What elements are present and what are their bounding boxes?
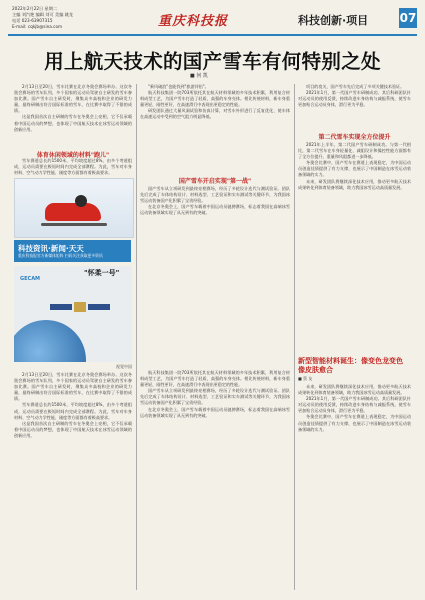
masthead-rule xyxy=(8,34,417,36)
paragraph: 航天科技集团一院703所依托其在航天材料领域的多年技术积累，利用复合材料成型工艺，为国产雪车打造了轻质、高强的车身壳体。相比传统材料，新车身重量更轻，刚性更好，在高速滑行中表现出更稳定的性能。 xyxy=(140,370,290,388)
satellite-body xyxy=(74,302,86,312)
paragraph: 冬奥会比赛中，国产雪车在赛道上表现稳定，为中国运动员创造佳绩提供了有力支撑，也展示了中国制造在冰雪运动装备领域的实力。 xyxy=(298,160,411,178)
bobsled-shape xyxy=(45,203,101,221)
article-column-2c xyxy=(140,370,290,590)
issue-editors: 主编 刘汽艳 编辑 刘可 美编 姚龙 xyxy=(12,12,74,17)
paragraph: 雪车赛道总长约1500米，平均坡度超过8%，由多个弯道组成，运动员需要在极短时间内完成全部赛程。为此，雪车对车身材料、空气动力学性能、刚度等方面都有着极高要求。 xyxy=(14,158,132,176)
paragraph: 未来，研发团队将继续深化技术应用，推动更多航天技术成果转化到体育装备领域，助力我国冰雪运动高质量发展。 xyxy=(298,178,411,190)
paragraph: 2021年1月，第一代国产雪车研制成功。其后科研团队针对运动员的使用反馈，持续改进车身结构与减振系统，使雪车更加贴合运动员身体，滑行更为平稳。 xyxy=(298,396,411,414)
rider-helmet xyxy=(75,195,87,207)
paragraph: 冬奥会比赛中，国产雪车在赛道上表现稳定，为中国运动员创造佳绩提供了有力支撑，也展示了中国制造在冰雪运动装备领域的实力。 xyxy=(298,414,411,432)
paragraph: 国产雪车从立项研发到最终亮相赛场，经历了多轮设计迭代与测试验证。团队先后完成了车体结构设计、材料选型、工艺验证和实车测试等关键环节，为我国冰雪运动装备国产化积累了宝贵经验。 xyxy=(140,186,290,204)
paragraph: 雪车赛道总长约1500米，平均坡度超过8%，由多个弯道组成，运动员需要在极短时间内完成全部赛程。为此，雪车对车身材料、空气动力学性能、刚度等方面都有着极高要求。 xyxy=(14,402,132,420)
second-article-byline: ■ 蔡 友 xyxy=(298,376,313,381)
subheading-2: 国产雪车开启实现"第一战" xyxy=(178,178,252,185)
article-byline: ■ 何 凯 xyxy=(190,73,208,79)
column-divider xyxy=(294,84,295,590)
page-number: 07 xyxy=(399,8,417,28)
article-column-1 xyxy=(14,84,132,148)
newspaper-logo: 重庆科技报 xyxy=(158,14,229,29)
article-column-3 xyxy=(298,84,411,128)
paragraph: "乘风破浪"也能找到"旅游伴侣"。 xyxy=(148,84,209,89)
masthead xyxy=(8,4,417,40)
article-headline: 用上航天技术的国产雪车有何特别之处 xyxy=(44,50,381,73)
paragraph: 在北京冬奥会上，国产雪车载着中国运动员驰骋赛场，标志着我国在高端冰雪运动装备领域实现了从无到有的突破。 xyxy=(140,406,290,418)
paragraph: 未来，研发团队将继续深化技术应用，推动更多航天技术成果转化到体育装备领域，助力我国冰雪运动高质量发展。 xyxy=(298,384,411,396)
paragraph: 项目的攻关，国产雪车先后完成了多项关键技术验证。 xyxy=(306,84,405,89)
promo-banner[interactable] xyxy=(14,240,131,262)
paragraph: 2021年上半年，第二代国产雪车研制成功。与第一代相比，第二代雪车在车身轻量化、减阻设计和操控性能方面都有了全方位提升，重量和风阻都进一步降低。 xyxy=(298,142,411,160)
paragraph: 2月13日至20日，雪车比赛在北京冬奥会赛场举办。这次冬奥会赛场的雪车队列，多个国家的运动员驾驶自主研发的雪车参加比赛。国产雪车自主研发时，聚集众多高校和企业的研发力量，最终研制出符合国际标准的雪车，在比赛中取得了不错的成绩。 xyxy=(14,84,132,114)
article-column-1b xyxy=(14,158,132,178)
issue-date: 2022年2月22日 星期二 xyxy=(12,6,58,11)
solar-panel-left xyxy=(50,304,72,310)
subheading-1: 体育休闲领域的材料"跑儿" xyxy=(36,152,110,159)
promo-title: 科技资讯·新闻·天天 xyxy=(18,244,84,253)
issue-email: E-mail: cqkjb@sina.com xyxy=(12,24,63,29)
paragraph: 这是我国首次自主研制的雪车在冬奥会上亮相，它不仅承载着中国运动员的梦想，也体现了中国航天技术在冰雪运动领域的创新应用。 xyxy=(14,114,132,132)
bobsled-photo xyxy=(14,178,134,238)
illustration-label: GECAM xyxy=(20,276,41,282)
paragraph: 在北京冬奥会上，国产雪车载着中国运动员驰骋赛场，标志着我国在高端冰雪运动装备领域实现了从无到有的突破。 xyxy=(140,204,290,216)
article-column-1c xyxy=(14,372,132,590)
article-column-2b xyxy=(140,186,290,366)
illustration-title: "怀柔一号" xyxy=(84,269,120,277)
paragraph: 2月13日至20日，雪车比赛在北京冬奥会赛场举办。这次冬奥会赛场的雪车队列，多个国家的运动员驾驶自主研发的雪车参加比赛。国产雪车自主研发时，聚集众多高校和企业的研发力量，最终研制出符合国际标准的雪车，在比赛中取得了不错的成绩。 xyxy=(14,372,132,402)
paragraph: 国产雪车从立项研发到最终亮相赛场，经历了多轮设计迭代与测试验证。团队先后完成了车体结构设计、材料选型、工艺验证和实车测试等关键环节，为我国冰雪运动装备国产化积累了宝贵经验。 xyxy=(140,388,290,406)
paragraph: 研发团队通过大量风洞试验和仿真计算，对雪车外形进行了反复优化，使车体在高速运动中受到的空气阻力明显降低。 xyxy=(140,108,290,120)
paragraph: 这是我国首次自主研制的雪车在冬奥会上亮相，它不仅承载着中国运动员的梦想，也体现了中国航天技术在冰雪运动领域的创新应用。 xyxy=(14,420,132,438)
issue-info xyxy=(12,6,132,30)
paragraph: 航天科技集团一院703所依托其在航天材料领域的多年技术积累，利用复合材料成型工艺，为国产雪车打造了轻质、高强的车身壳体。相比传统材料，新车身重量更轻，刚性更好，在高速滑行中表现出更稳定的性能。 xyxy=(140,90,290,108)
article-column-2 xyxy=(140,84,290,172)
earth-graphic xyxy=(14,320,86,362)
issue-phone: 电话 023-63907315 xyxy=(12,18,53,23)
second-article-headline: 新型智能材料诞生：像变色龙变色 像皮肤愈合 xyxy=(298,357,403,374)
bobsled-runner xyxy=(41,223,107,226)
satellite-illustration xyxy=(14,266,132,362)
promo-subtitle: 重庆科技报官方新媒体矩阵 扫码关注获取更多资讯 xyxy=(18,253,103,258)
illustration-credit: 视觉中国 xyxy=(116,364,132,369)
article-column-3b xyxy=(298,142,411,352)
column-divider xyxy=(136,84,137,590)
subheading-3: 第二代雪车实现全方位提升 xyxy=(318,134,391,141)
second-article-body xyxy=(298,384,411,590)
section-title: 科技创新·项目 xyxy=(298,14,369,27)
paragraph: 2021年1月，第一代国产雪车研制成功。其后科研团队针对运动员的使用反馈，持续改进车身结构与减振系统，使雪车更加贴合运动员身体，滑行更为平稳。 xyxy=(298,90,411,108)
solar-panel-right xyxy=(88,304,110,310)
